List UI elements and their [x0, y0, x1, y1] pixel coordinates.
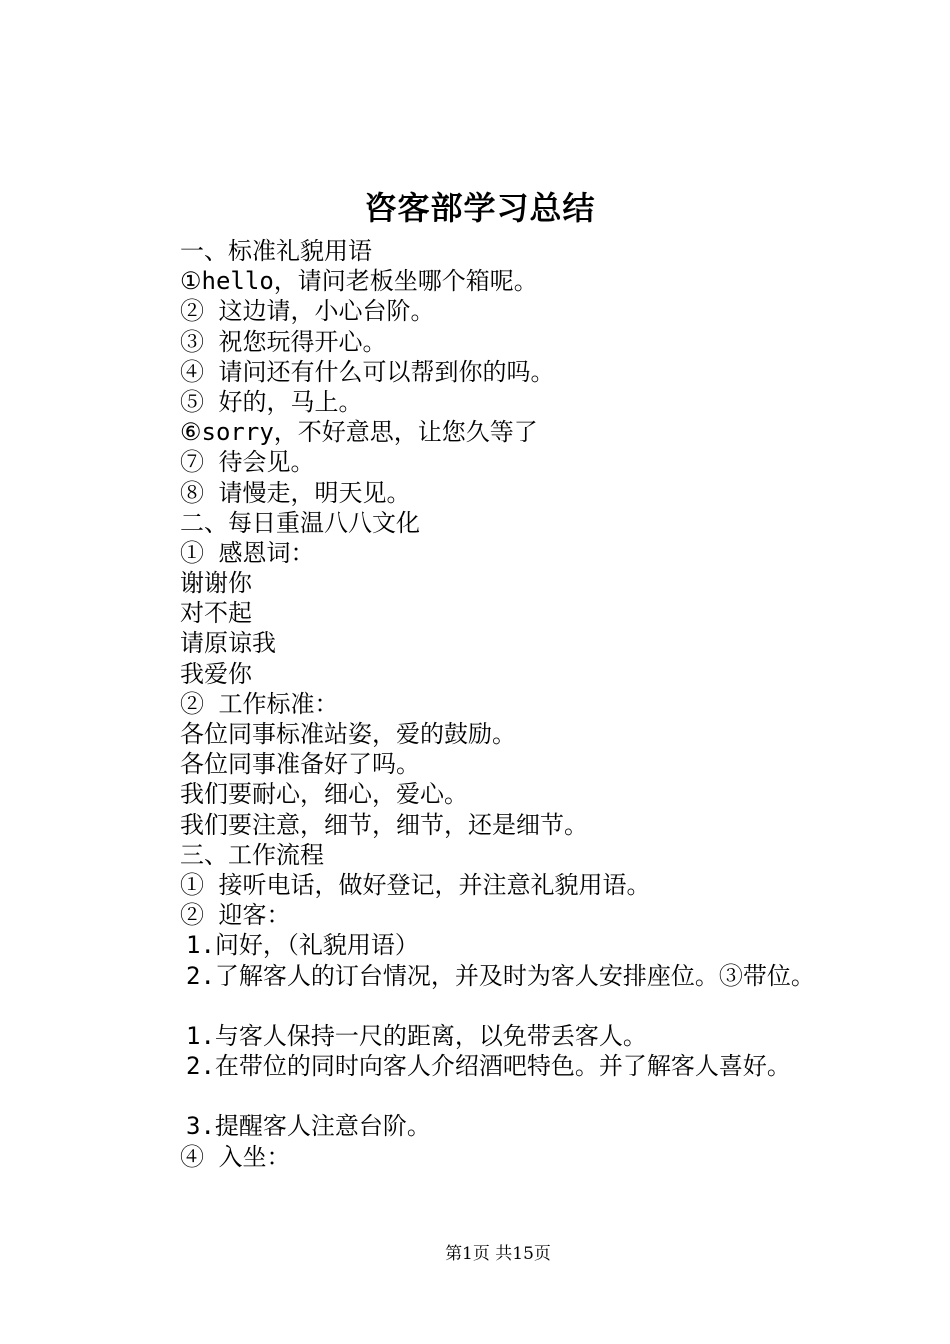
- text-line: ①hello，请问老板坐哪个箱呢。: [180, 267, 538, 296]
- text-line: ⑥sorry，不好意思，让您久等了: [180, 418, 538, 447]
- document-title: 咨客部学习总结: [364, 189, 596, 227]
- text-line: ③ 祝您玩得开心。: [180, 327, 387, 356]
- text-line: 各位同事标准站姿，爱的鼓励。: [180, 720, 516, 748]
- text-line: 各位同事准备好了吗。: [180, 750, 420, 779]
- text-line: 我们要注意，细节，细节，还是细节。: [180, 810, 588, 839]
- text-line: 1.问好，（礼貌用语）: [186, 931, 419, 960]
- text-line: 1.与客人保持一尺的距离，以免带丢客人。: [186, 1021, 647, 1050]
- text-line: 2.了解客人的订台情况，并及时为客人安排座位。③带位。: [186, 961, 815, 990]
- text-line: ⑤ 好的，马上。: [180, 387, 363, 416]
- text-line: 对不起: [180, 599, 252, 628]
- text-line: 请原谅我: [180, 629, 276, 658]
- document-body: [180, 236, 900, 1172]
- text-line: 我们要耐心，细心，爱心。: [180, 780, 468, 809]
- section-heading: 一、标准礼貌用语: [180, 237, 372, 265]
- text-line: 我爱你: [180, 659, 252, 688]
- text-line: 谢谢你: [180, 569, 252, 598]
- blank-line: [180, 1081, 900, 1111]
- text-line: 2.在带位的同时向客人介绍酒吧特色。并了解客人喜好。: [186, 1052, 791, 1081]
- text-line: ② 这边请，小心台阶。: [180, 297, 435, 326]
- text-line: ② 迎客：: [180, 901, 291, 930]
- page-footer: 第1页 共15页: [445, 1244, 551, 1264]
- text-line: ⑧ 请慢走，明天见。: [180, 478, 411, 507]
- text-line: ② 工作标准：: [180, 689, 339, 718]
- text-line: ① 接听电话，做好登记，并注意礼貌用语。: [180, 870, 651, 899]
- text-line: ④ 入坐：: [180, 1142, 291, 1171]
- text-line: ① 感恩词：: [180, 538, 315, 567]
- blank-line: [180, 991, 900, 1021]
- section-heading: 三、工作流程: [180, 840, 324, 869]
- text-line: 3.提醒客人注意台阶。: [186, 1112, 431, 1141]
- section-heading: 二、每日重温八八文化: [180, 508, 420, 537]
- text-line: ④ 请问还有什么可以帮到你的吗。: [180, 357, 555, 386]
- text-line: ⑦ 待会见。: [180, 448, 315, 477]
